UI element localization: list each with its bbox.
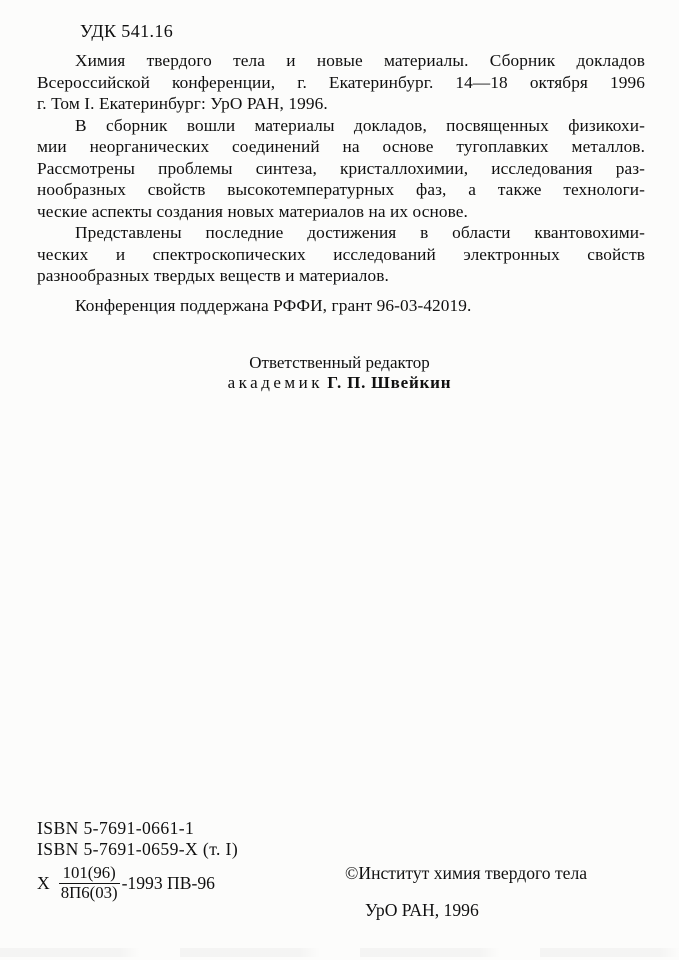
annotation-line: разнообразных твердых веществ и материалов. xyxy=(37,266,389,285)
udk-number: УДК 541.16 xyxy=(80,21,174,41)
editor-title: Ответственный редактор xyxy=(249,353,430,372)
bibliography-line: Химия твердого тела и новые материалы. Сборник докладов xyxy=(75,51,645,70)
annotation-line: ческие аспекты создания новых материалов на их основе. xyxy=(37,201,468,221)
copyright-line-2: УрО РАН, 1996 xyxy=(365,900,479,920)
editor-degree: академик xyxy=(227,372,324,392)
annotation-line: В сборник вошли материалы докладов, посвященных физикохи- xyxy=(75,115,645,135)
classification-tail: -1993 ПВ-96 xyxy=(121,872,215,893)
copyright-line-1: ©Институт химия твердого тела xyxy=(345,863,588,883)
grant-line: Конференция поддержана РФФИ, грант 96-03-42019. xyxy=(75,295,472,315)
editor-name: Г. П. Швейкин xyxy=(327,372,452,392)
main-text-block xyxy=(37,50,645,316)
isbn-line-1: ISBN 5-7691-0661-1 xyxy=(37,818,195,838)
annotation-line: нообразных свойств высокотемпературных фаз, а также технологи- xyxy=(37,180,645,199)
editor-name-line xyxy=(0,373,679,393)
bibliography-line: Всероссийской конференции, г. Екатеринбург. 14—18 октября 1996 xyxy=(37,72,645,92)
annotation-line: ческих и спектроскопических исследований электронных свойств xyxy=(37,244,645,264)
editor-block xyxy=(0,353,679,392)
annotation-line: Представлены последние достижения в области квантовохими- xyxy=(75,223,645,242)
bibliography-line: г. Том I. Екатеринбург: УрО РАН, 1996. xyxy=(37,94,328,113)
scan-artifact xyxy=(0,948,679,957)
annotation-paragraph-1 xyxy=(37,115,645,223)
annotation-paragraph-2 xyxy=(37,222,645,287)
bibliographic-paragraph xyxy=(37,50,645,115)
fraction-denominator: 8П6(03) xyxy=(60,882,118,902)
annotation-line: Рассмотрены проблемы синтеза, кристаллохимии, исследования раз- xyxy=(37,158,645,178)
copyright-block xyxy=(345,863,645,920)
fraction-numerator: 101(96) xyxy=(62,863,116,882)
isbn-line-2: ISBN 5-7691-0659-X (т. I) xyxy=(37,838,239,859)
author-mark-letter: Х xyxy=(37,872,50,893)
classification-fraction xyxy=(59,864,120,902)
imprint-block xyxy=(37,818,649,920)
annotation-line: мии неорганических соединений на основе тугоплавких металлов. xyxy=(37,137,645,156)
